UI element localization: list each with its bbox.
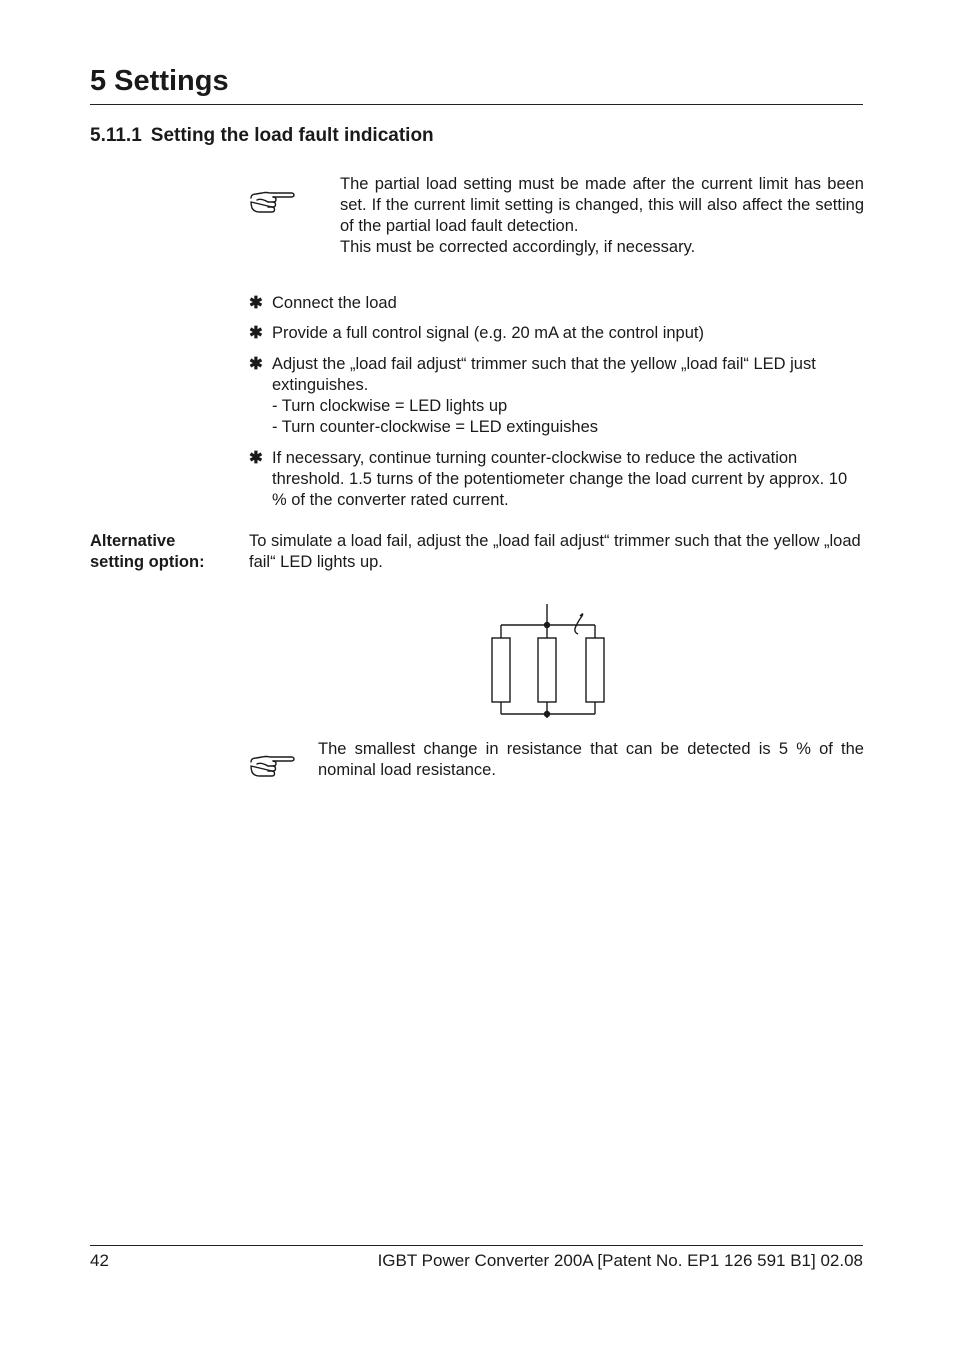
junction-bottom [544,711,550,717]
document-title: IGBT Power Converter 200A [Patent No. EP1 126 591 B1] 02.08 [377,1251,863,1270]
note-partial-load [340,174,864,258]
alternative-label-line2: setting option: [90,553,205,571]
asterisk-bullet-icon: ✱ [249,324,263,342]
alternative-label [90,531,240,573]
note-partial-load-text: The partial load setting must be made after the current limit has been set. If the current limit setting is changed, this will also affect the setting of the partial load fault detection. [340,175,864,235]
note-partial-load-last-line: This must be corrected accordingly, if necessary. [340,238,696,256]
resistor-right [586,638,604,702]
step-item [249,448,864,511]
footer-rule [90,1245,863,1246]
section-number: 5.11.1 [90,125,142,146]
asterisk-bullet-icon: ✱ [249,355,263,373]
step-subline: - Turn clockwise = LED lights up [272,397,508,415]
resistor-left [492,638,510,702]
step-item [249,293,864,314]
step-text: Connect the load [272,294,397,312]
pointing-hand-icon [249,189,295,215]
alternative-label-line1: Alternative [90,532,176,550]
section-title [90,123,434,149]
step-text: If necessary, continue turning counter-clockwise to reduce the activation threshold. 1.5 turns of the potentiometer change the load current by approx. 10 % of the converter rated current. [272,449,848,509]
step-item [249,354,864,438]
step-item [249,323,864,344]
step-subline: - Turn counter-clockwise = LED extinguishes [272,418,599,436]
alternative-text: To simulate a load fail, adjust the „load fail adjust“ trimmer such that the yellow „load fail“ LED lights up. [249,532,861,571]
section-title-text: Setting the load fault indication [150,125,434,146]
procedure-steps [249,293,864,511]
break-mark [575,614,583,634]
resistor-middle [538,638,556,702]
pointing-hand-icon [249,753,295,779]
parallel-load-diagram [488,602,612,720]
asterisk-bullet-icon: ✱ [249,449,263,467]
step-text: Adjust the „load fail adjust“ trimmer such that the yellow „load fail“ LED just extinguishes. [272,355,816,394]
note-resistance: The smallest change in resistance that can be detected is 5 % of the nominal load resistance. [318,740,864,779]
header-rule [90,104,863,105]
asterisk-bullet-icon: ✱ [249,294,263,312]
chapter-title: 5 Settings [90,65,229,97]
junction-top [544,622,550,628]
page-number: 42 [90,1251,109,1270]
step-text: Provide a full control signal (e.g. 20 mA at the control input) [272,324,704,342]
